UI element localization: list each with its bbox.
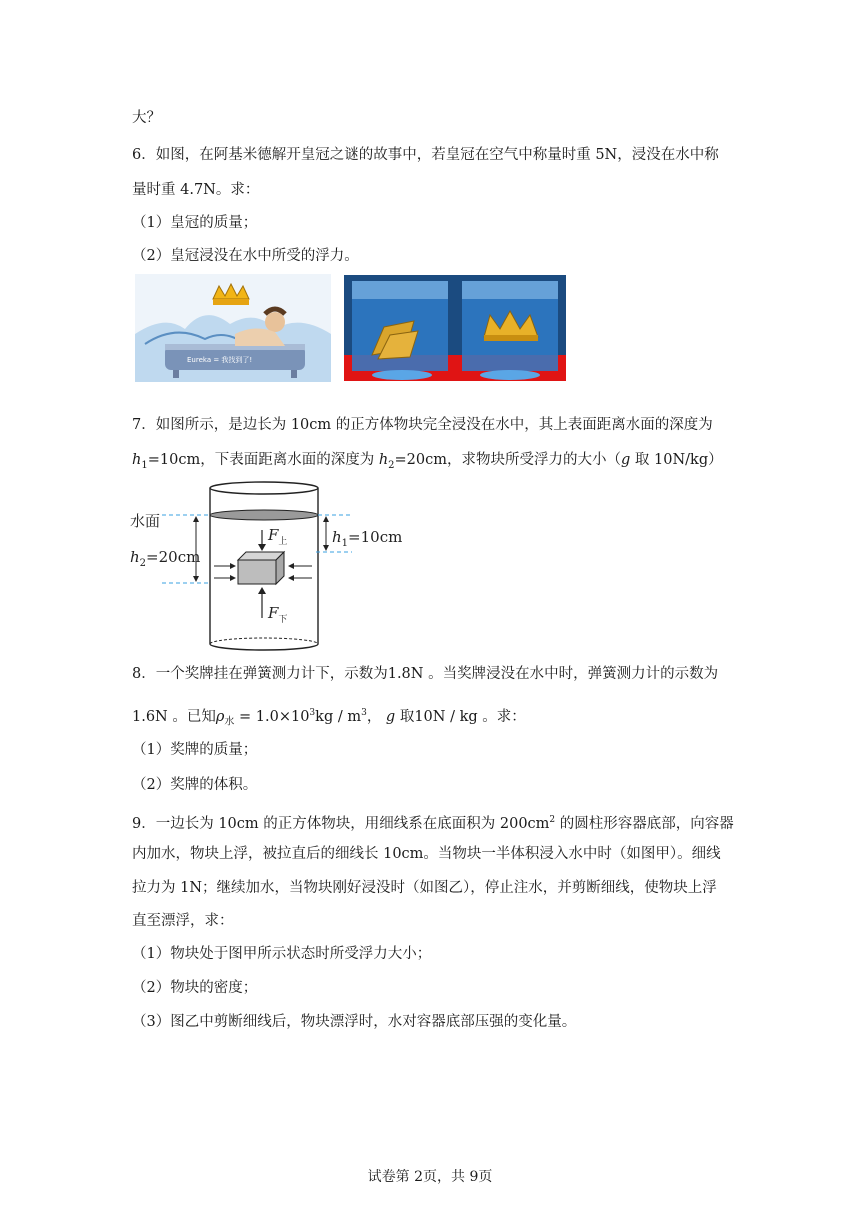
exponent: 3 <box>309 708 316 718</box>
rho-symbol: ρ <box>215 708 225 725</box>
text-segment: 1.6N 。已知 <box>132 708 216 725</box>
question-9-part-2: （2）物块的密度； <box>132 980 258 996</box>
question-6-line-2: 量时重 4.7N。求： <box>132 182 260 198</box>
h1-subscript: 1 <box>141 459 148 471</box>
text-segment: 9．一边长为 10cm 的正方体物块，用细线系在底面积为 200cm <box>132 815 550 832</box>
question-9-line-2: 内加水，物块上浮，被拉直后的细线长 10cm。当物块一半体积浸入水中时（如图甲）。细线 <box>132 846 721 862</box>
question-9-line-1 <box>132 810 734 834</box>
question-9-part-1: （1）物块处于图甲所示状态时所受浮力大小； <box>132 946 432 962</box>
h1-label: $h_1=10cm$ <box>332 528 403 549</box>
question-8-line-2: 1.6N 。已知$\rho_水 = 1.0\times 10^3kg / m^3$， g 取10N / kg 。求： <box>132 708 526 728</box>
question-9-line-3: 拉力为 1N；继续加水，当物块刚好浸没时（如图乙），停止注水，并剪断细线，使物块上浮 <box>132 880 717 896</box>
question-7-line-1: 7．如图所示，是边长为 10cm 的正方体物块完全浸没在水中，其上表面距离水面的深度为 <box>132 417 713 433</box>
g-symbol: g <box>621 452 631 468</box>
h2-symbol: h <box>378 452 389 468</box>
tub-caption: Eureka = 我找到了! <box>187 356 253 364</box>
text-segment: 取 10N/kg） <box>630 452 723 468</box>
text-segment: = 1.0×10 <box>234 708 310 725</box>
exponent: 2 <box>549 815 556 825</box>
h1-symbol: h <box>132 452 142 468</box>
question-8-part-1: （1）奖牌的质量； <box>132 742 258 758</box>
f-top-label: $F_上$ <box>268 526 288 547</box>
question-6-part-1: （1）皇冠的质量； <box>132 215 258 231</box>
water-surface-label: 水面 <box>130 512 161 530</box>
question-8-part-2: （2）奖牌的体积。 <box>132 777 258 793</box>
text-segment: 的圆柱形容器底部，向容器 <box>555 815 734 832</box>
f-bottom-label: $F_下$ <box>268 604 288 625</box>
text-segment: 取10N / kg 。求： <box>395 708 526 725</box>
text-segment: =10cm，下表面距离水面的深度为 <box>147 452 379 468</box>
archimedes-bathtub-image <box>135 274 331 382</box>
gold-and-crown-beakers-image <box>344 275 566 381</box>
rho-subscript: 水 <box>224 716 235 728</box>
g-symbol: g <box>385 708 396 725</box>
text-segment: kg / m <box>315 708 362 725</box>
question-6-line-1: 6．如图，在阿基米德解开皇冠之谜的故事中，若皇冠在空气中称量时重 5N，浸没在水中称 <box>132 147 719 163</box>
text-segment: =20cm，求物块所受浮力的大小（ <box>394 452 622 468</box>
h2-subscript: 2 <box>388 459 395 471</box>
question-7-line-2 <box>132 450 723 476</box>
question-9-part-3: （3）图乙中剪断细线后，物块漂浮时，水对容器底部压强的变化量。 <box>132 1014 577 1030</box>
question-6-part-2: （2）皇冠浸没在水中所受的浮力。 <box>132 248 359 264</box>
question-8-line-1: 8．一个奖牌挂在弹簧测力计下，示数为1.8N 。当奖牌浸没在水中时，弹簧测力计的示数为 <box>132 666 719 682</box>
page-footer: 试卷第 2页，共 9页 <box>367 1169 493 1185</box>
text-line: 大？ <box>132 110 161 126</box>
submerged-cube-diagram <box>126 478 406 652</box>
h2-label: $h_2=20cm$ <box>130 548 201 569</box>
question-9-line-4: 直至漂浮，求： <box>132 913 234 929</box>
exponent: 3 <box>361 708 367 718</box>
